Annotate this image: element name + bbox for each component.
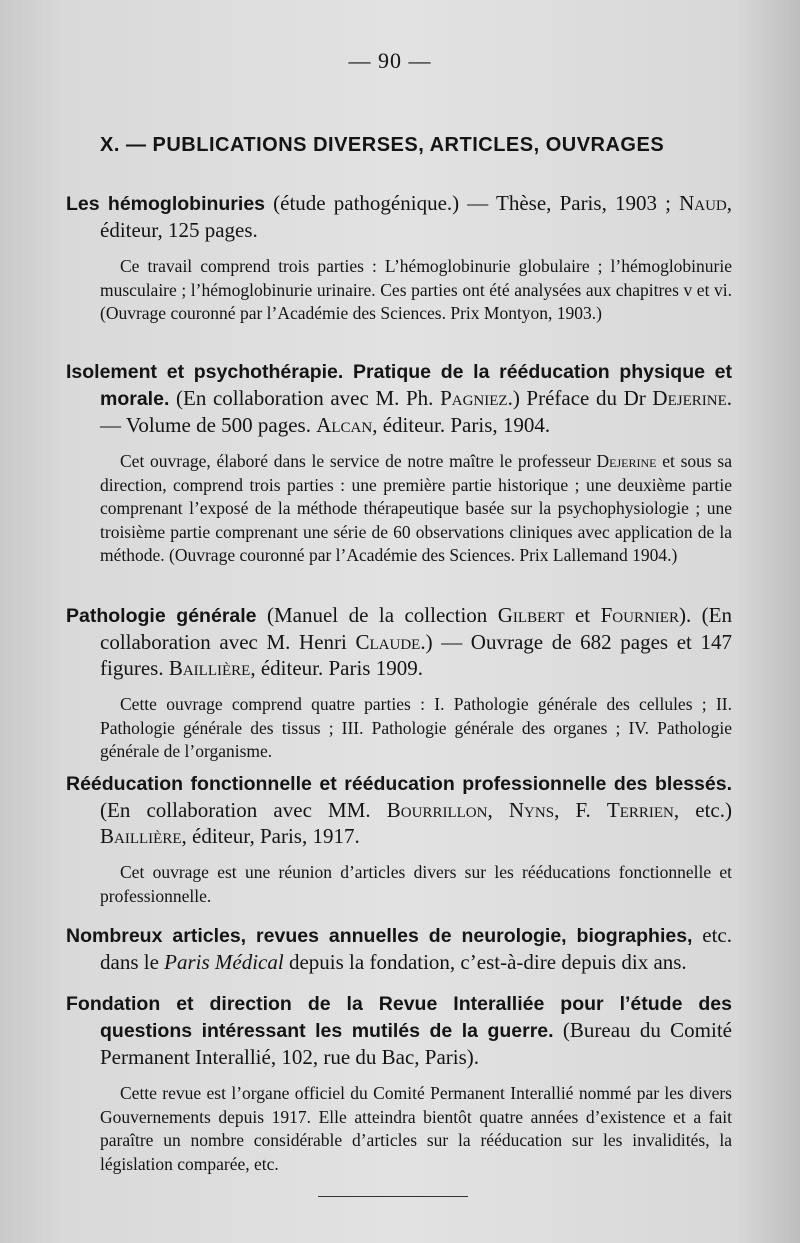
entry-description: Ce travail comprend trois parties : L’hémoglobinurie globulaire ; l’hémoglobinurie musculaire ; l’hémoglobinurie urinaire. Ces parties ont été analysées aux chapitres v et vi. (Ouvrage couronné par l’Académie des Sciences. Prix Montyon, 1903.)	[100, 256, 732, 323]
footer-rule	[318, 1196, 468, 1197]
entry-heading: Isolement et psychothérapie. Pratique de la rééducation physique et morale. (En collaboration avec M. Ph. Pagniez.) Préface du Dr Dejerine. — Volume de 500 pages. Alcan, éditeur. Paris, 1904.	[66, 361, 732, 437]
entry-heading: Les hémoglobinuries (étude pathogénique.) — Thèse, Paris, 1903 ; Naud, éditeur, 125 pages.	[66, 191, 732, 242]
entry-title: Nombreux articles, revues annuelles de neurologie, biographies,	[66, 925, 693, 947]
entry-title: Les hémoglobinuries	[66, 193, 266, 215]
entry-title: Pathologie générale	[66, 605, 257, 627]
publication-entry-revue-interalliee	[66, 990, 732, 1176]
entry-heading: Pathologie générale (Manuel de la collection Gilbert et Fournier). (En collaboration avec M. Henri Claude.) — Ouvrage de 682 pages et 147 figures. Baillière, éditeur. Paris 1909.	[66, 603, 732, 680]
publication-entry-hemoglobinuries	[66, 190, 732, 326]
entry-heading: Rééducation fonctionnelle et rééducation professionnelle des blessés. (En collaboration avec MM. Bourrillon, Nyns, F. Terrien, etc.) Baillière, éditeur, Paris, 1917.	[66, 773, 732, 848]
publisher-name: Baillière	[168, 656, 251, 680]
publisher-name: Naud	[679, 191, 727, 215]
journal-name: Paris Médical	[164, 950, 284, 974]
publisher-name: Baillière	[100, 824, 182, 848]
publication-entry-pathologie	[66, 602, 732, 764]
publisher-name: Alcan	[316, 413, 373, 437]
entry-title: Fondation et direction de la Revue Interalliée pour l’étude des questions intéressant les mutilés de la guerre.	[66, 993, 732, 1042]
entry-title: Isolement et psychothérapie. Pratique de la rééducation physique et morale.	[66, 361, 732, 410]
page-number: — 90 —	[348, 48, 432, 73]
entry-heading: Fondation et direction de la Revue Interalliée pour l’étude des questions intéressant les mutilés de la guerre. (Bureau du Comité Permanent Interallié, 102, rue du Bac, Paris).	[66, 993, 732, 1069]
entry-description: Cette ouvrage comprend quatre parties : I. Pathologie générale des cellules ; II. Pathologie générale des tissus ; III. Pathologie générale des organes ; IV. Pathologie générale de l’organisme.	[100, 694, 732, 761]
section-title: X. — PUBLICATIONS DIVERSES, ARTICLES, OUVRAGES	[100, 134, 665, 156]
entry-heading: Nombreux articles, revues annuelles de neurologie, biographies, etc. dans le Paris Médical depuis la fondation, c’est-à-dire depuis dix ans.	[66, 923, 732, 974]
entry-description: Cet ouvrage, élaboré dans le service de notre maître le professeur Dejerine et sous sa direction, comprend trois parties : une première partie historique ; une deuxième partie comprenant l’exposé de la méthode thérapeutique basée sur la psychophysiologie ; une troisième partie comprenant une série de 60 observations cliniques avec application de la méthode. (Ouvrage couronné par l’Académie des Sciences. Prix Lallemand 1904.)	[100, 451, 733, 565]
entry-description: Cette revue est l’organe officiel du Comité Permanent Interallié nommé par les divers Gouvernements depuis 1917. Elle atteindra bientôt quatre années d’existence et a fait paraître un nombre considérable d’articles sur la rééducation sur les invalidités, la législation comparée, etc.	[100, 1083, 732, 1174]
entry-title: Rééducation fonctionnelle et rééducation professionnelle des blessés.	[66, 773, 732, 795]
publication-entry-articles	[66, 922, 732, 975]
entry-description: Cet ouvrage est une réunion d’articles divers sur les rééducations fonctionnelle et professionnelle.	[100, 862, 732, 906]
publication-entry-reeducation	[66, 770, 732, 908]
publication-entry-isolement	[66, 358, 732, 568]
